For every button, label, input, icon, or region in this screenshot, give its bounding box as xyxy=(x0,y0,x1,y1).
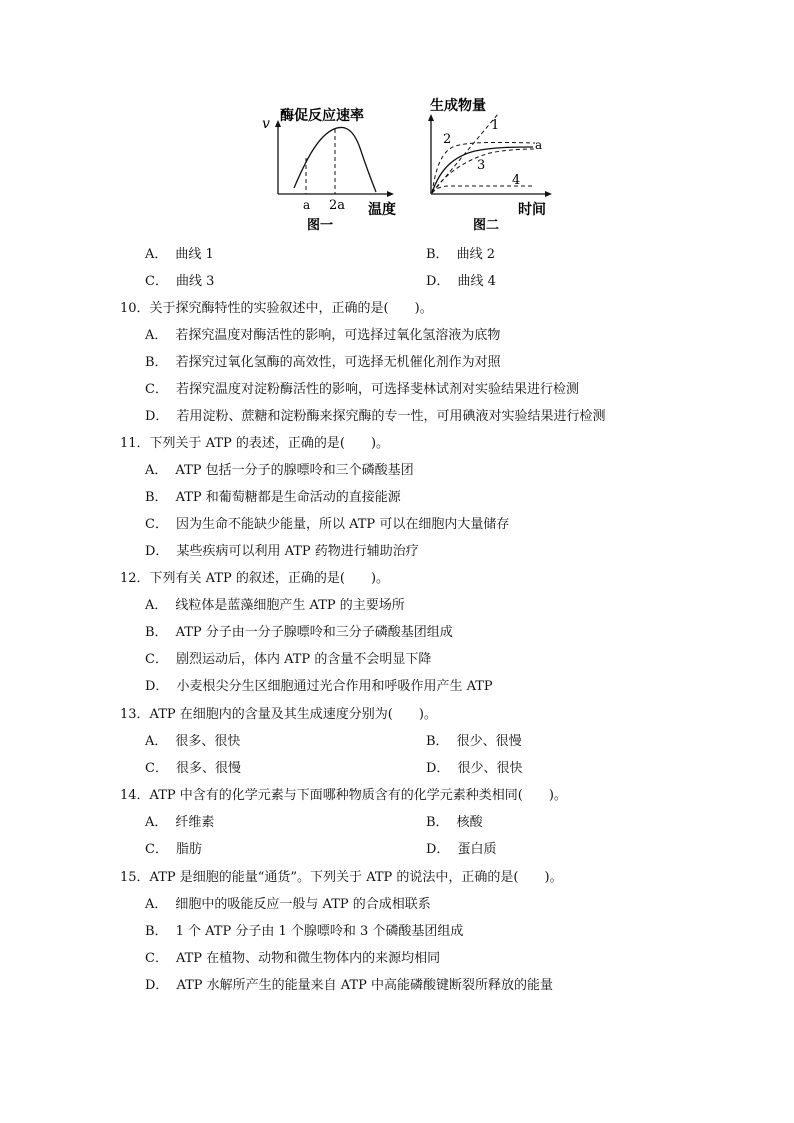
option-key: C． xyxy=(145,951,168,966)
option-key: A． xyxy=(145,598,168,613)
option-text: 若探究温度对酶活性的影响，可选择过氧化氢溶液为底物 xyxy=(175,328,501,343)
q12-option-d xyxy=(145,678,493,696)
figure-1-y-label: v xyxy=(262,116,270,132)
option-key: C． xyxy=(145,761,168,776)
option-text: 很少、很慢 xyxy=(456,734,522,749)
option-key: C． xyxy=(145,842,168,857)
option-key: D． xyxy=(426,842,450,857)
option-text: ATP 在植物、动物和微生物体内的来源均相同 xyxy=(175,951,441,966)
option-text: ATP 分子由一分子腺嘌呤和三分子磷酸基团组成 xyxy=(175,625,453,640)
option-key: A． xyxy=(145,734,168,749)
figure-1 xyxy=(262,107,396,233)
q10-option-a xyxy=(145,327,500,345)
figure-2-title: 生成物量 xyxy=(430,98,486,114)
option-key: B． xyxy=(145,625,168,640)
option-key: B． xyxy=(145,490,168,505)
option-key: A． xyxy=(145,328,168,343)
q15-option-c xyxy=(145,950,440,968)
figure-1-x-arrow xyxy=(387,191,394,197)
q10-option-b xyxy=(145,354,501,372)
q10-option-c xyxy=(145,381,579,399)
figure-1-tick-a: a xyxy=(303,198,311,212)
q13-option-b xyxy=(426,733,522,751)
option-text: ATP 包括一分子的腺嘌呤和三个磷酸基团 xyxy=(175,463,414,478)
option-key: D． xyxy=(145,978,169,993)
option-key: A． xyxy=(145,463,168,478)
figure-2-x-arrow xyxy=(545,191,552,197)
option-text: 曲线 2 xyxy=(456,247,495,262)
option-text: 线粒体是蓝藻细胞产生 ATP 的主要场所 xyxy=(175,598,405,613)
option-text: ATP 和葡萄糖都是生命活动的直接能源 xyxy=(175,490,401,505)
option-key: D． xyxy=(426,274,450,289)
q10-stem: 10．关于探究酶特性的实验叙述中，正确的是( )。 xyxy=(120,301,433,316)
option-key: D． xyxy=(426,761,450,776)
option-key: B． xyxy=(145,355,168,370)
q12-option-b xyxy=(145,624,453,642)
figure-2-y-arrow xyxy=(428,114,434,121)
option-text: 很多、很快 xyxy=(175,734,241,749)
option-text: 因为生命不能缺少能量，所以 ATP 可以在细胞内大量储存 xyxy=(175,517,510,532)
q14-stem: 14．ATP 中含有的化学元素与下面哪种物质含有的化学元素种类相同( )。 xyxy=(120,788,567,803)
q14-option-b xyxy=(426,814,483,832)
option-text: 曲线 4 xyxy=(457,274,496,289)
option-key: C． xyxy=(145,274,168,289)
q15-option-a xyxy=(145,896,431,914)
q9-option-b xyxy=(426,246,495,264)
q14-option-d xyxy=(426,841,496,859)
q9-option-a xyxy=(145,246,214,264)
option-text: ATP 水解所产生的能量来自 ATP 中高能磷酸键断裂所释放的能量 xyxy=(176,978,554,993)
q11-option-d xyxy=(145,543,419,561)
q14-option-c xyxy=(145,841,202,859)
q15-option-b xyxy=(145,923,463,941)
option-text: 若用淀粉、蔗糖和淀粉酶来探究酶的专一性，可用碘液对实验结果进行检测 xyxy=(176,409,606,424)
q13-option-c xyxy=(145,760,241,778)
figure-2-label-3: 3 xyxy=(477,158,486,173)
figure-1-title: 酶促反应速率 xyxy=(280,108,364,124)
option-key: A． xyxy=(145,815,168,830)
option-key: D． xyxy=(145,409,169,424)
option-text: 1 个 ATP 分子由 1 个腺嘌呤和 3 个磷酸基团组成 xyxy=(175,924,464,939)
option-key: D． xyxy=(145,679,169,694)
option-text: 核酸 xyxy=(456,815,483,830)
q12-stem: 12．下列有关 ATP 的叙述，正确的是( )。 xyxy=(120,571,390,586)
figure-2 xyxy=(428,97,552,233)
q13-stem: 13．ATP 在细胞内的含量及其生成速度分别为( )。 xyxy=(120,707,437,722)
figures-svg xyxy=(250,96,570,241)
q11-stem: 11．下列关于 ATP 的表述，正确的是( )。 xyxy=(120,436,390,451)
figure-1-caption: 图一 xyxy=(307,218,334,233)
figure-1-x-label: 温度 xyxy=(368,202,396,218)
option-key: C． xyxy=(145,517,168,532)
option-key: C． xyxy=(145,382,168,397)
option-key: B． xyxy=(426,247,449,262)
option-text: 若探究温度对淀粉酶活性的影响，可选择斐林试剂对实验结果进行检测 xyxy=(175,382,579,397)
figure-2-x-label: 时间 xyxy=(518,202,546,218)
figure-2-label-a: a xyxy=(535,138,543,152)
q14-option-a xyxy=(145,814,214,832)
option-key: B． xyxy=(145,924,168,939)
q13-option-a xyxy=(145,733,240,751)
q15-option-d xyxy=(145,977,553,995)
option-key: D． xyxy=(145,544,169,559)
q11-option-a xyxy=(145,462,414,480)
q12-option-c xyxy=(145,651,431,669)
figure-2-label-2: 2 xyxy=(443,132,452,147)
option-key: B． xyxy=(426,815,449,830)
q12-option-a xyxy=(145,597,405,615)
option-key: B． xyxy=(426,734,449,749)
q11-option-c xyxy=(145,516,509,534)
q10-option-d xyxy=(145,408,605,426)
option-text: 很少、很快 xyxy=(457,761,523,776)
option-key: A． xyxy=(145,897,168,912)
q9-option-c xyxy=(145,273,214,291)
option-text: 细胞中的吸能反应一般与 ATP 的合成相联系 xyxy=(175,897,431,912)
q13-option-d xyxy=(426,760,522,778)
q9-option-d xyxy=(426,273,496,291)
option-text: 小麦根尖分生区细胞通过光合作用和呼吸作用产生 ATP xyxy=(176,679,493,694)
option-key: A． xyxy=(145,247,168,262)
option-text: 纤维素 xyxy=(175,815,215,830)
option-text: 剧烈运动后，体内 ATP 的含量不会明显下降 xyxy=(175,652,432,667)
figure-1-tick-2a: 2a xyxy=(329,198,346,213)
option-text: 曲线 1 xyxy=(175,247,214,262)
option-text: 若探究过氧化氢酶的高效性，可选择无机催化剂作为对照 xyxy=(175,355,501,370)
option-key: C． xyxy=(145,652,168,667)
figures-area xyxy=(250,96,570,241)
option-text: 很多、很慢 xyxy=(175,761,241,776)
q11-option-b xyxy=(145,489,401,507)
q15-stem: 15．ATP 是细胞的能量“通货”。下列关于 ATP 的说法中，正确的是( )。 xyxy=(120,870,563,885)
figure-2-label-4: 4 xyxy=(512,173,521,188)
figure-2-caption: 图二 xyxy=(473,218,500,233)
option-text: 蛋白质 xyxy=(457,842,497,857)
option-text: 某些疾病可以利用 ATP 药物进行辅助治疗 xyxy=(176,544,419,559)
figure-2-label-1: 1 xyxy=(491,118,500,133)
option-text: 曲线 3 xyxy=(175,274,215,289)
option-text: 脂肪 xyxy=(175,842,202,857)
